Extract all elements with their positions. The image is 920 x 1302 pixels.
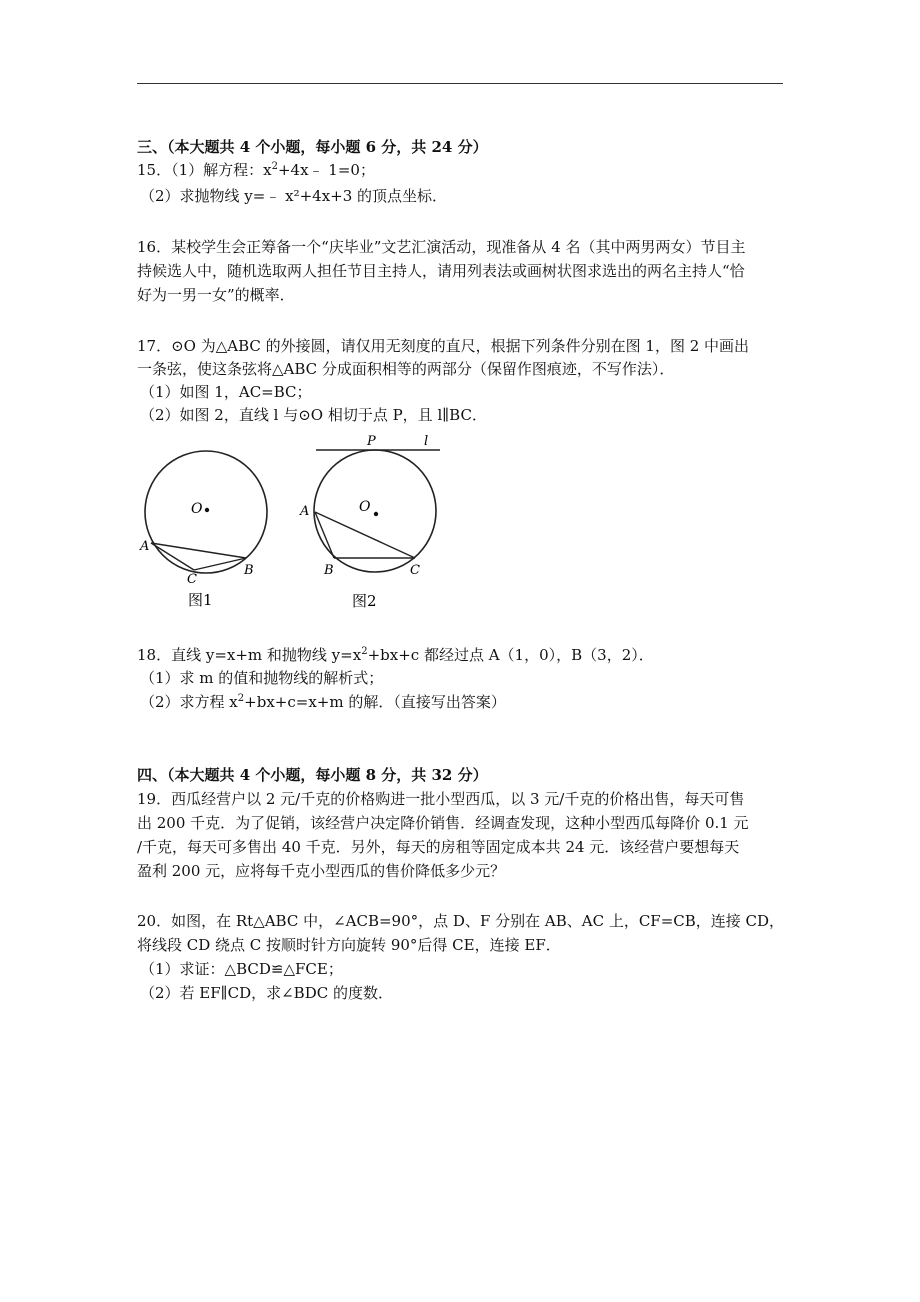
q19-line3: /千克，每天可多售出 40 千克．另外，每天的房租等固定成本共 24 元．该经营户要想每天 <box>137 838 740 856</box>
q20-line2: 将线段 CD 绕点 C 按顺时针方向旋转 90°后得 CE，连接 EF． <box>137 936 561 954</box>
label-o: O <box>359 499 371 515</box>
q16-line1: 16．某校学生会正筹备一个“庆毕业”文艺汇演活动，现准备从 4 名（其中两男两女）节目主 <box>137 238 746 256</box>
label-p: P <box>367 434 376 449</box>
label-o: O <box>191 501 203 517</box>
section-4-heading: 四、（本大题共 4 个小题，每小题 8 分，共 32 分） <box>137 766 488 784</box>
label-a: A <box>300 504 310 519</box>
q20-line3: （1）求证：△BCD≌△FCE； <box>140 960 343 978</box>
label-c: C <box>187 572 197 587</box>
label-b: B <box>244 563 254 578</box>
segment-ab <box>151 543 246 558</box>
q17-line3: （1）如图 1，AC=BC； <box>140 383 312 401</box>
label-a: A <box>140 539 150 554</box>
q19-line1: 19．西瓜经营户以 2 元/千克的价格购进一批小型西瓜，以 3 元/千克的价格出售，每天可售 <box>137 790 745 808</box>
header-rule <box>137 83 783 84</box>
q15-line2: （2）求抛物线 y=﹣ x²+4x+3 的顶点坐标． <box>140 187 448 205</box>
q17-line1: 17．⊙O 为△ABC 的外接圆，请仅用无刻度的直尺，根据下列条件分别在图 1，图 2 中画出 <box>137 337 750 355</box>
figure-1-caption: 图1 <box>188 591 213 609</box>
q18-line3: （2）求方程 $x^2+bx+c=x+m$ 的解．（直接写出答案） <box>140 693 506 711</box>
q18-line2: （1）求 m 的值和抛物线的解析式； <box>140 669 384 687</box>
q16-line2: 持候选人中，随机选取两人担任节目主持人，请用列表法或画树状图求选出的两名主持人“恰 <box>137 262 745 280</box>
section-3-heading: 三、（本大题共 4 个小题，每小题 6 分，共 24 分） <box>137 138 488 156</box>
q20-line1: 20．如图，在 Rt△ABC 中，∠ACB=90°，点 D、F 分别在 AB、AC 上，CF=CB，连接 CD， <box>137 912 785 930</box>
q19-line4: 盈利 200 元，应将每千克小型西瓜的售价降低多少元？ <box>137 862 506 880</box>
label-b: B <box>324 563 334 578</box>
q18-line1: 18．直线 y=x+m 和抛物线 $y=x^2+bx+c$ 都经过点 A（1，0），B（3，2）． <box>137 646 654 664</box>
center-dot <box>374 512 378 516</box>
q15-line1: 15．（1）解方程：$x^2+4x﹣$ 1=0； <box>137 161 375 179</box>
circle-o <box>145 451 267 573</box>
label-c: C <box>410 563 420 578</box>
center-dot <box>205 508 209 512</box>
figure-2-caption: 图2 <box>352 592 377 610</box>
figure-1 <box>130 440 280 615</box>
q16-line3: 好为一男一女”的概率． <box>137 286 295 304</box>
q17-line4: （2）如图 2，直线 l 与⊙O 相切于点 P，且 l∥BC． <box>140 406 487 424</box>
q17-line2: 一条弦，使这条弦将△ABC 分成面积相等的两部分（保留作图痕迹，不写作法）． <box>137 360 675 378</box>
label-l: l <box>424 434 429 449</box>
q19-line2: 出 200 千克．为了促销，该经营户决定降价销售．经调查发现，这种小型西瓜每降价 0.1 元 <box>137 814 749 832</box>
q20-line4: （2）若 EF∥CD，求∠BDC 的度数． <box>140 984 393 1002</box>
figure-2 <box>290 428 460 613</box>
